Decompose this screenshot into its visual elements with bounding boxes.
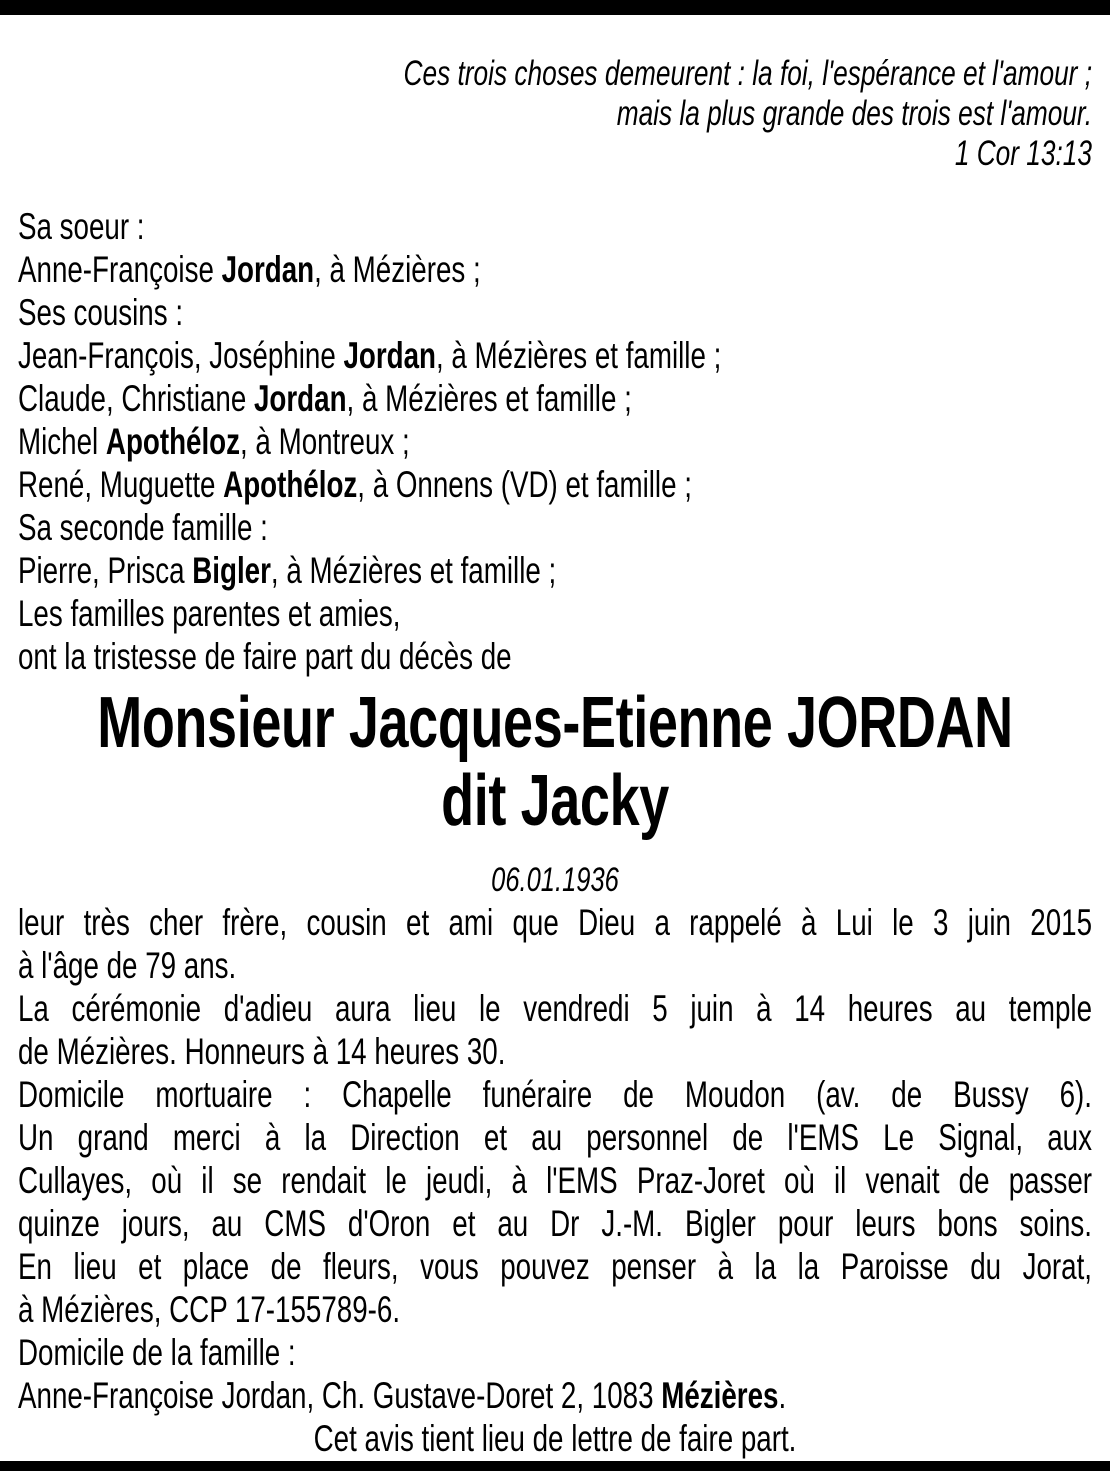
family-line [18,291,1092,334]
family-line [18,377,1092,420]
body-line [18,944,1092,987]
family-line-text: Anne-Françoise [18,249,222,290]
address-town-bold: Mézières [661,1375,779,1416]
body-line [18,1288,1092,1331]
family-surname-bold: Apothéloz [223,464,358,505]
family-line-text: Ses cousins : [18,292,184,333]
family-line-text: Sa seconde famille : [18,507,268,548]
family-line-text: , à Mézières et famille ; [435,335,722,376]
body-line-text: leur très cher frère, cousin et ami que Dieu a rappelé à Lui le 3 juin 2015 [18,902,1092,943]
family-line-text: Sa soeur : [18,206,145,247]
closing-statement [18,1417,1092,1460]
family-surname-bold: Apothéloz [105,421,241,462]
body-line-text: En lieu et place de fleurs, vous pouvez penser à la la Paroisse du Jorat, [18,1246,1092,1287]
family-line [18,248,1092,291]
family-line [18,463,1092,506]
family-line-text: René, Muguette [18,464,224,505]
body-line [18,1331,1092,1374]
deceased-nickname-text: dit Jacky [441,761,669,841]
family-surname-bold: Jordan [221,249,315,290]
family-line-text: Les familles parentes et amies, [18,593,401,634]
body-line [18,901,1092,944]
body-line-text: . [778,1375,787,1416]
body-line-text: Domicile de la famille : [18,1332,296,1373]
body-line [18,1202,1092,1245]
epigraph-quote [0,54,1110,174]
body-line [18,1073,1092,1116]
epigraph-line [18,54,1092,94]
body-line-text: à l'âge de 79 ans. [18,945,237,986]
epigraph-text: Ces trois choses demeurent : la foi, l'espérance et l'amour ; [403,54,1092,93]
deceased-name-text: Monsieur Jacques-Etienne JORDAN [97,683,1013,763]
family-line-text: , à Mézières et famille ; [346,378,632,419]
family-line-text: , à Mézières ; [314,249,481,290]
family-line [18,635,1092,678]
family-surname-bold: Jordan [254,378,347,419]
family-line-text: Pierre, Prisca [18,550,193,591]
body-line [18,987,1092,1030]
family-line [18,334,1092,377]
deceased-nickname-line [18,762,1092,840]
birth-date-text: 06.01.1936 [491,861,619,899]
family-line-text: , à Montreux ; [240,421,410,462]
epigraph-reference [18,134,1092,174]
family-surname-bold: Bigler [192,550,271,591]
family-line-text: , à Onnens (VD) et famille ; [357,464,692,505]
epigraph-line [18,94,1092,134]
family-line [18,592,1092,635]
family-list [0,205,1110,678]
body-line [18,1030,1092,1073]
family-line [18,506,1092,549]
body-line-text: Un grand merci à la Direction et au personnel de l'EMS Le Signal, aux [18,1117,1092,1158]
epigraph-reference-text: 1 Cor 13:13 [954,134,1092,173]
family-line-text: Michel [18,421,106,462]
family-line-text: ont la tristesse de faire part du décès de [18,636,512,677]
bottom-border-bar [0,1461,1110,1471]
body-line-text: Anne-Françoise Jordan, Ch. Gustave-Doret 2, 1083 [18,1375,662,1416]
family-surname-bold: Jordan [343,335,436,376]
body-line-text: Cullayes, où il se rendait le jeudi, à l'EMS Praz-Joret où il venait de passer [18,1160,1092,1201]
closing-statement-text: Cet avis tient lieu de lettre de faire part. [313,1418,797,1459]
family-line [18,205,1092,248]
body-line-text: à Mézières, CCP 17-155789-6. [18,1289,401,1330]
epigraph-text: mais la plus grande des trois est l'amour. [616,94,1092,133]
body-line-text: Domicile mortuaire : Chapelle funéraire de Moudon (av. de Bussy 6). [18,1074,1092,1115]
body-line [18,1116,1092,1159]
family-line-text: , à Mézières et famille ; [270,550,557,591]
family-line [18,420,1092,463]
body-line-text: de Mézières. Honneurs à 14 heures 30. [18,1031,506,1072]
deceased-name-line [18,684,1092,762]
body-line [18,1245,1092,1288]
notice-body [0,901,1110,1460]
body-line family-address-line [18,1374,1092,1417]
body-line-text: La cérémonie d'adieu aura lieu le vendredi 5 juin à 14 heures au temple [18,988,1092,1029]
deceased-name-title [0,684,1110,840]
family-line-text: Jean-François, Joséphine [18,335,344,376]
family-line [18,549,1092,592]
family-line-text: Claude, Christiane [18,378,255,419]
body-line [18,1159,1092,1202]
body-line-text: quinze jours, au CMS d'Oron et au Dr J.-M. Bigler pour leurs bons soins. [18,1203,1092,1244]
birth-date [0,860,1110,900]
